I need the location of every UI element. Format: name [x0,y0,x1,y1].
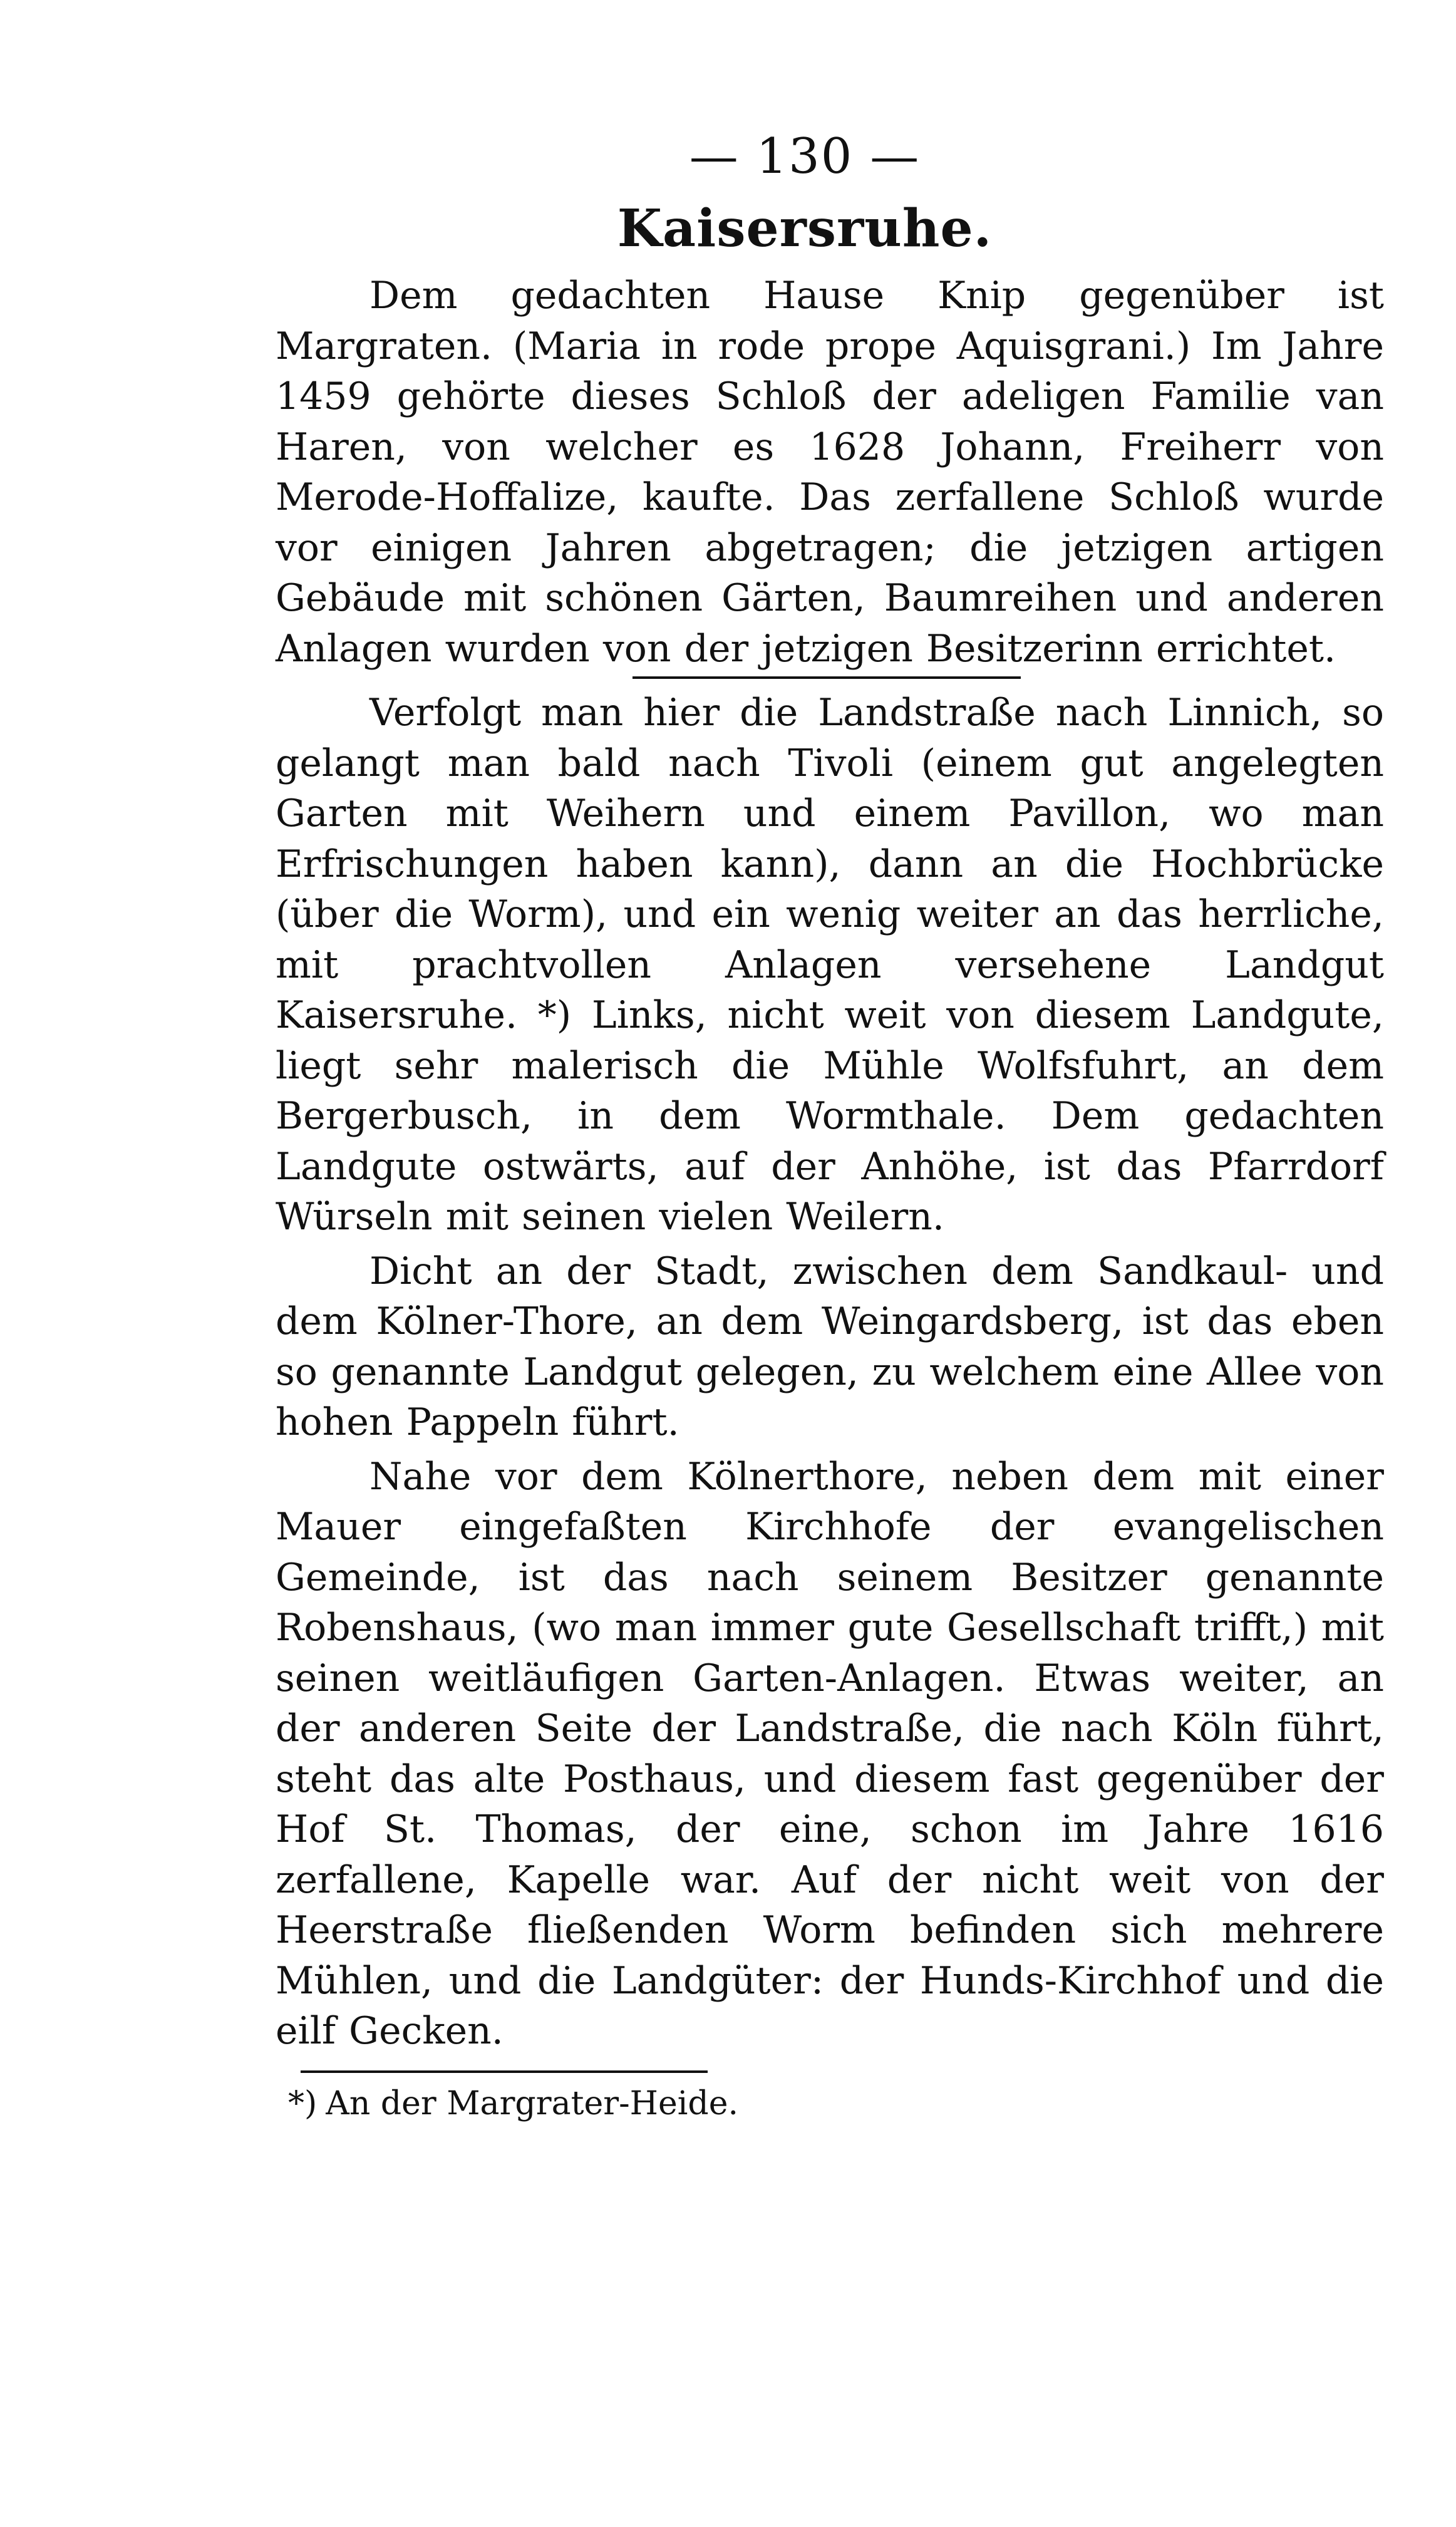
section-heading: Kaisersruhe. [617,199,993,259]
paragraph-margraten: Dem gedachten Hause Knip gegenüber ist Margraten. (Maria in rode prope Aquisgrani.) Im Jahre 1459 gehörte dieses Schloß der adeligen Familie van Haren, von welcher es 1628 Johann, Freiherr von Merode-Hoffalize, kaufte. Das zerfallene Schloß wurde vor einigen Jahren abgetragen; die jetzigen artigen Gebäude mit schönen Gärten, Baumreihen und anderen Anlagen wurden von der jetzigen Besitzerinn errichtet. [276,274,1384,671]
footnote-divider [301,2070,708,2073]
page-number: — 130 — [689,128,921,185]
paragraph-kaisersruhe: Verfolgt man hier die Landstraße nach Linnich, so gelangt man bald nach Tivoli (einem gut angelegten Garten mit Weihern und einem Pavillon, wo man Erfrischungen haben kann), dann an die Hochbrücke (über die Worm), und ein wenig weiter an das herrliche, mit prachtvollen Anlagen versehene Landgut Kaisersruhe. *) Links, nicht weit von diesem Landgute, liegt sehr malerisch die Mühle Wolfsfuhrt, an dem Bergerbusch, in dem Wormthale. Dem gedachten Landgute ostwärts, auf der Anhöhe, ist das Pfarrdorf Würseln mit seinen vielen Weilern. [276,691,1384,1239]
footnote-mark: *) [288,2084,318,2122]
paragraph-robenshaus: Nahe vor dem Kölnerthore, neben dem mit einer Mauer eingefaßten Kirchhofe der evangelischen Gemeinde, ist das nach seinem Besitzer genannte Robenshaus, (wo man immer gute Gesellschaft trifft,) mit seinen weitläufigen Garten-Anlagen. Etwas weiter, an der anderen Seite der Landstraße, die nach Köln führt, steht das alte Posthaus, und diesem fast gegenüber der Hof St. Thomas, der eine, schon im Jahre 1616 zerfallene, Kapelle war. Auf der nicht weit von der Heerstraße fließenden Worm befinden sich mehrere Mühlen, und die Landgüter: der Hunds-Kirchhof und die eilf Gecken. [276,1454,1384,2053]
book-page [276,113,1384,2430]
footnote [288,2082,1384,2126]
paragraph-weingardsberg: Dicht an der Stadt, zwischen dem Sandkaul- und dem Kölner-Thore, an dem Weingardsberg, ist das eben so genannte Landgut gelegen, zu welchem eine Allee von hohen Pappeln führt. [276,1249,1384,1444]
footnote-text: An der Margrater-Heide. [326,2084,739,2122]
section-divider [632,676,1021,679]
